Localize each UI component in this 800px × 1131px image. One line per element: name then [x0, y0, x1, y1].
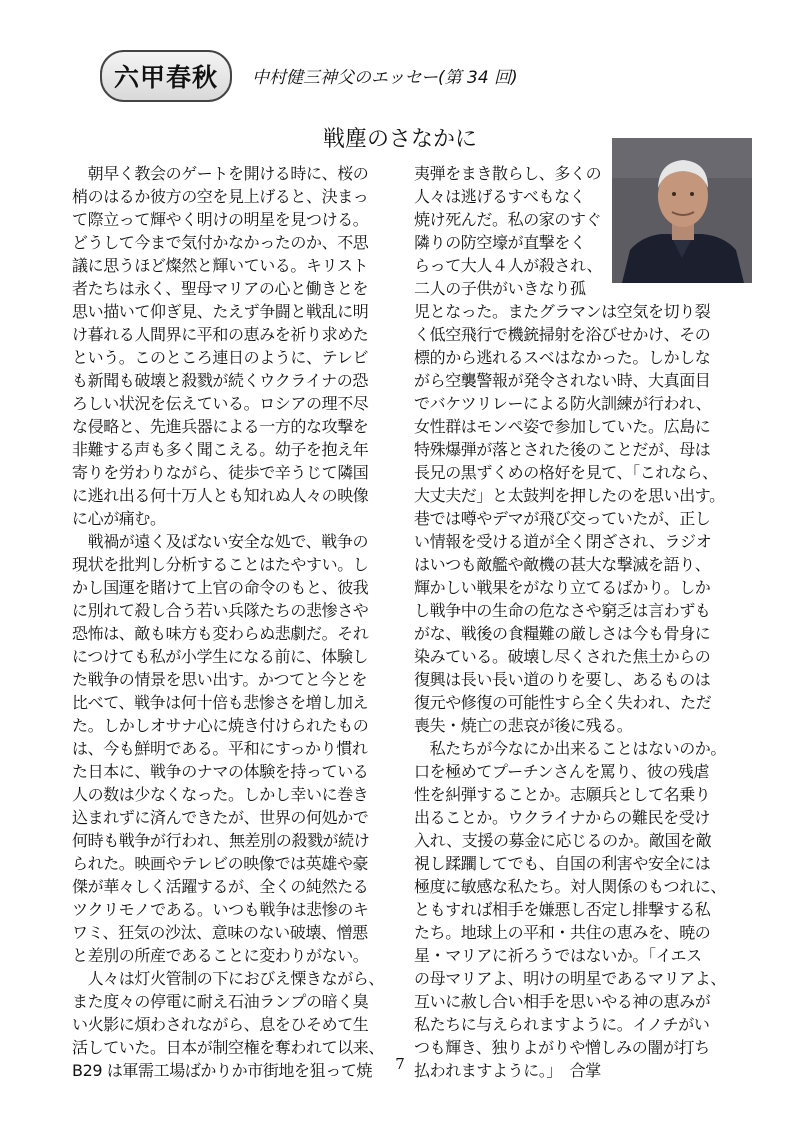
text-line: 者たちは永く、聖母マリアの心と働きとを [72, 279, 369, 298]
text-line: 星・マリアに祈ろうではないか。「イエス [414, 946, 702, 965]
text-line: 戦禍が遠く及ばない安全な処で、戦争の [72, 532, 369, 551]
text-line: 出ることか。ウクライナからの難民を受け [414, 808, 710, 827]
text-line: た戦争の情景を思い出す。かつてと今とを [72, 670, 368, 689]
text-line: 巷では噂やデマが飛び交っていたが、正し [414, 509, 711, 528]
article-column-right [414, 162, 742, 1082]
text-line: 極度に敏感な私たち。対人関係のもつれに、 [414, 877, 727, 896]
text-line: ツクリモノである。いつも戦争は悲惨のキ [72, 900, 369, 919]
text-line: 染みている。破壊し尽くされた焦土からの [414, 647, 711, 666]
text-line: た日本に、戦争のナマの体験を持っている [72, 762, 369, 781]
text-line: かし国運を賭けて上官の命令のもと、彼我 [72, 578, 369, 597]
text-line: く低空飛行で機銃掃射を浴びせかけ、その [414, 325, 711, 344]
text-line: た。しかしオサナ心に焼き付けられたもの [72, 716, 369, 735]
text-line: に逃れ出る何十万人とも知れぬ人々の映像 [72, 486, 369, 505]
text-line: の母マリアよ、明けの明星であるマリアよ、 [414, 969, 727, 988]
text-line: 輝かしい戦果をがなり立てるばかり。しか [414, 578, 711, 597]
text-line: たち。地球上の平和・共住の恵みを、暁の [414, 923, 711, 942]
text-line: い火影に煩わされながら、息をひそめて生 [72, 1015, 369, 1034]
text-line: 恐怖は、敵も味方も変わらぬ悲劇だ。それ [72, 624, 369, 643]
text-line: 焼け死んだ。私の家のすぐ [414, 210, 602, 229]
text-line: 復元や修復の可能性すら全く失われ、ただ [414, 693, 712, 712]
text-line: 梢のはるか彼方の空を見上げると、決まっ [72, 187, 369, 206]
text-line: も新聞も破壊と殺戮が続くウクライナの恐 [72, 371, 368, 390]
text-line: という。このところ連日のように、テレビ [72, 348, 369, 367]
text-line: 傑が華々しく活躍するが、全くの純然たる [72, 877, 369, 896]
text-line: につけても私が小学生になる前に、体験し [72, 647, 369, 666]
text-line: 人の数は少なくなった。しかし幸いに巻き [72, 785, 369, 804]
text-line: 児となった。またグラマンは空気を切り裂 [414, 302, 711, 321]
page-number: 7 [395, 1055, 405, 1073]
text-line: 私たちが今なにか出来ることはないのか。 [414, 739, 727, 758]
text-line: 私たちに与えられますように。イノチがい [414, 1015, 710, 1034]
text-line: 議に思うほど燦然と輝いている。キリスト [72, 256, 369, 275]
text-line: に別れて殺し合う若い兵隊たちの悲惨さや [72, 601, 369, 620]
text-line: ワミ、狂気の沙汰、意味のない破壊、憎悪 [72, 923, 368, 942]
text-line: 特殊爆弾が落とされた後のことだが、母は [414, 440, 711, 459]
text-line: がな、戦後の食糧難の厳しさは今も骨身に [414, 624, 711, 643]
text-line: られた。映画やテレビの映像では英雄や豪 [72, 854, 369, 873]
text-line: 視し蹂躙してでも、自国の利害や安全には [414, 854, 711, 873]
article-column-left [72, 162, 394, 1082]
text-line: 比べて、戦争は何十倍も悲惨さを増し加え [72, 693, 369, 712]
text-line: ろしい状況を伝えている。ロシアの理不尽 [72, 394, 369, 413]
text-line: 活していた。日本が制空権を奪われて以来、 [72, 1038, 385, 1057]
text-line: 朝早く教会のゲートを開ける時に、桜の [72, 164, 369, 183]
column-badge: 六甲春秋 [100, 50, 232, 102]
text-line: がら空襲警報が発令されない時、大真面目 [414, 371, 711, 390]
text-line: 隣りの防空壕が直撃をく [414, 233, 586, 252]
text-line: でバケツリレーによる防火訓練が行われ、 [414, 394, 712, 413]
text-line: らって大人４人が殺され、 [414, 256, 603, 275]
text-line: 標的から逃れるスベはなかった。しかしな [414, 348, 711, 367]
text-line: はいつも敵艦や敵機の甚大な撃滅を語り、 [414, 555, 711, 574]
text-line: B29 は軍需工場ばかりか市街地を狙って焼 [72, 1061, 373, 1080]
text-line: 口を極めてプーチンさんを罵り、彼の残虐 [414, 762, 710, 781]
text-line: 人々は逃げるすべもなく [414, 187, 586, 206]
column-subtitle: 中村健三神父のエッセー(第 34 回) [252, 68, 518, 88]
text-line: 女性群はモンペ姿で参加していた。広島に [414, 417, 711, 436]
text-line: な侵略と、先進兵器による一方的な攻撃を [72, 417, 369, 436]
text-line: ともすれば相手を嫌悪し否定し排撃する私 [414, 900, 711, 919]
text-line: 込まれずに済んできたが、世界の何処かで [72, 808, 369, 827]
text-line: け暮れる人間界に平和の恵みを祈り求めた [72, 325, 369, 344]
text-line: は、今も鮮明である。平和にすっかり慣れ [72, 739, 368, 758]
text-line: と差別の所産であることに変わりがない。 [72, 946, 369, 965]
text-line: 思い描いて仰ぎ見、たえず争闘と戦乱に明 [72, 302, 369, 321]
text-line: い情報を受ける道が全く閉ざされ、ラジオ [414, 532, 712, 551]
text-line: て際立って輝やく明けの明星を見つける。 [72, 210, 369, 229]
text-line: また度々の停電に耐え石油ランプの暗く臭 [72, 992, 369, 1011]
text-line: 入れ、支援の募金に応じるのか。敵国を敵 [414, 831, 712, 850]
text-line: 二人の子供がいきなり孤 [414, 279, 586, 298]
article-title: 戦塵のさなかに [322, 127, 477, 152]
text-line: 長兄の黒ずくめの格好を見て、「これなら、 [414, 463, 718, 482]
text-line: 人々は灯火管制の下におびえ慄きながら、 [72, 969, 385, 988]
text-line: 現状を批判し分析することはたやすい。し [72, 555, 369, 574]
text-line: 性を糾弾することか。志願兵として名乗り [414, 785, 711, 804]
text-line: つも輝き、独りよがりや憎しみの闇が打ち [414, 1038, 710, 1057]
text-line: 非難する声も多く聞こえる。幼子を抱え年 [72, 440, 369, 459]
text-line: 何時も戦争が行われ、無差別の殺戮が続け [72, 831, 370, 850]
text-line: 夷弾をまき散らし、多くの [414, 164, 602, 183]
text-line: 大丈夫だ」と太鼓判を押したのを思い出す。 [414, 486, 725, 505]
text-line: 寄りを労わりながら、徒歩で辛うじて隣国 [72, 463, 369, 482]
text-line: 喪失・焼亡の悲哀が後に残る。 [414, 716, 633, 735]
text-line: 互いに赦し合い相手を思いやる神の恵みが [414, 992, 711, 1011]
text-line: どうして今まで気付かなかったのか、不思 [72, 233, 369, 252]
text-line: 復興は長い長い道のりを要し、あるものは [414, 670, 711, 689]
text-line: に心が痛む。 [72, 509, 166, 528]
text-line: し戦争中の生命の危なさや窮乏は言わずも [414, 601, 711, 620]
text-line: 払われますように。」 合掌 [414, 1061, 601, 1080]
